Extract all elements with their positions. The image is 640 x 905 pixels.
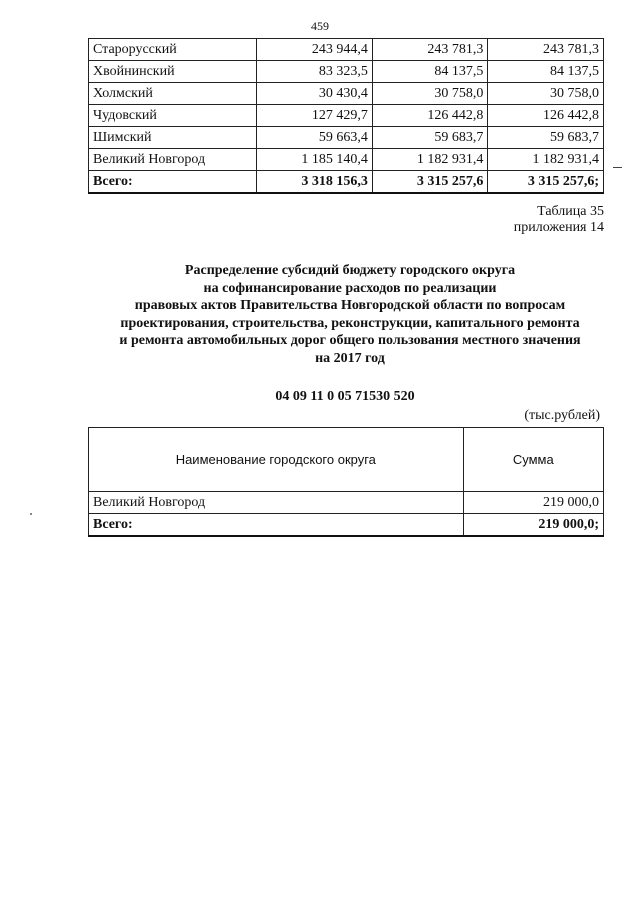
table-header xyxy=(89,428,604,492)
value-cell: 126 442,8 xyxy=(372,105,488,127)
value-cell: 219 000,0 xyxy=(463,492,603,514)
value-cell: 243 944,4 xyxy=(257,39,373,61)
table-row xyxy=(89,105,604,127)
total-value: 3 315 257,6 xyxy=(372,171,488,194)
scan-artifact xyxy=(30,513,32,515)
table-row xyxy=(89,492,604,514)
heading-line: на 2017 год xyxy=(315,350,385,366)
budget-code: 04 09 11 0 05 71530 520 xyxy=(275,389,415,404)
table-number: Таблица 35 xyxy=(537,204,604,219)
value-cell: 30 758,0 xyxy=(372,83,488,105)
total-row xyxy=(89,514,604,537)
value-cell: 30 430,4 xyxy=(257,83,373,105)
district-name: Великий Новгород xyxy=(89,149,257,171)
total-row xyxy=(89,171,604,194)
table-row xyxy=(89,149,604,171)
value-cell: 126 442,8 xyxy=(488,105,604,127)
heading-line: проектирования, строительства, реконструкции, капитального ремонта xyxy=(120,315,580,331)
column-header-name: Наименование городского округа xyxy=(89,428,464,492)
subsidy-table-continued xyxy=(88,38,604,194)
value-cell: 84 137,5 xyxy=(488,61,604,83)
total-label: Всего: xyxy=(89,514,464,537)
appendix-number: приложения 14 xyxy=(513,220,604,235)
total-label: Всего: xyxy=(89,171,257,194)
subsidy-table xyxy=(88,427,604,537)
value-cell: 59 663,4 xyxy=(257,127,373,149)
district-name: Хвойнинский xyxy=(89,61,257,83)
heading-line: и ремонта автомобильных дорог общего пользования местного значения xyxy=(119,333,581,349)
value-cell: 83 323,5 xyxy=(257,61,373,83)
heading-line: Распределение субсидий бюджету городского округа xyxy=(184,263,516,278)
table-row xyxy=(89,39,604,61)
value-cell: 59 683,7 xyxy=(488,127,604,149)
table-row xyxy=(89,127,604,149)
unit-label: (тыс.рублей) xyxy=(524,408,600,423)
value-cell: 84 137,5 xyxy=(372,61,488,83)
table-row xyxy=(89,83,604,105)
value-cell: 127 429,7 xyxy=(257,105,373,127)
total-value: 3 318 156,3 xyxy=(257,171,373,194)
value-cell: 30 758,0 xyxy=(488,83,604,105)
district-name: Холмский xyxy=(89,83,257,105)
value-cell: 1 182 931,4 xyxy=(372,149,488,171)
total-value: 219 000,0; xyxy=(463,514,603,537)
margin-mark xyxy=(613,167,622,168)
value-cell: 1 185 140,4 xyxy=(257,149,373,171)
district-name: Великий Новгород xyxy=(89,492,464,514)
value-cell: 1 182 931,4 xyxy=(488,149,604,171)
table-reference xyxy=(514,204,604,236)
district-name: Чудовский xyxy=(89,105,257,127)
page-number: 459 xyxy=(311,19,329,33)
table-heading xyxy=(60,262,640,368)
column-header-sum: Сумма xyxy=(463,428,603,492)
heading-line: правовых актов Правительства Новгородской области по вопросам xyxy=(134,298,566,314)
heading-line: на софинансирование расходов по реализации xyxy=(203,280,497,296)
value-cell: 243 781,3 xyxy=(372,39,488,61)
value-cell: 243 781,3 xyxy=(488,39,604,61)
value-cell: 59 683,7 xyxy=(372,127,488,149)
district-name: Старорусский xyxy=(89,39,257,61)
table-row xyxy=(89,61,604,83)
total-value: 3 315 257,6; xyxy=(488,171,604,194)
district-name: Шимский xyxy=(89,127,257,149)
